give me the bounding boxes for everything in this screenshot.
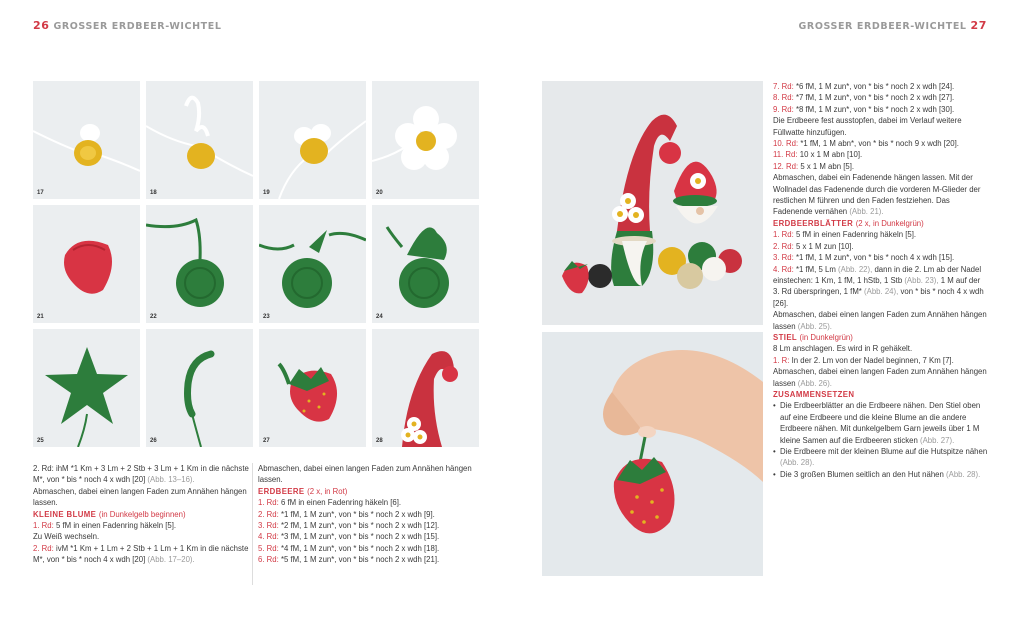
crochet-leaf-first-point-image	[259, 205, 366, 323]
crochet-leaf-chain-image	[146, 205, 253, 323]
page-title-right: GROSSER ERDBEER-WICHTEL	[798, 21, 967, 32]
round-instruction: 2. Rd: 5 x 1 M zun [10].	[773, 241, 854, 251]
crochet-gnome-hat-image	[372, 329, 479, 447]
instruction-paragraph: Abmaschen, dabei einen langen Faden zum Annähen hängen lassen (Abb. 25).	[773, 310, 987, 331]
step-photo-21: 21	[33, 205, 140, 323]
step-photo-28: 28	[372, 329, 479, 447]
round-instruction: 10. Rd: *1 fM, 1 M abn*, von * bis * noch 9 x wdh [20].	[773, 139, 959, 149]
hand-strawberry-photo	[542, 332, 763, 576]
step-photo-23: 23	[259, 205, 366, 323]
instruction-paragraph: Die Erdbeere fest ausstopfen, dabei im Verlauf weitere Füllwatte hinzufügen.	[773, 116, 962, 137]
list-item: • Die Erdbeerblätter an die Erdbeere nähen. Den Stiel oben auf eine Erdbeere und die kleine Blume an die andere Erdbeere nähen. Mit dunkelgelbem Garn jeweils über 1 M kleine Samen auf die Erdbeeren sticken (Abb. 27).	[773, 400, 988, 446]
step-photo-24: 24	[372, 205, 479, 323]
round-instruction: 4. Rd: *3 fM, 1 M zun*, von * bis * noch 2 x wdh [15].	[258, 532, 440, 542]
instruction-paragraph: 2. Rd: ihM *1 Km + 3 Lm + 2 Stb + 3 Lm + 1 Km in die nächste M*, von * bis * noch 4 x wdh [20] (Abb. 13–16).	[33, 464, 249, 485]
section-title-kleine-blume: KLEINE BLUME (in Dunkelgelb beginnen)	[33, 509, 186, 519]
list-item: • Die Erdbeere mit der kleinen Blume auf die Hutspitze nähen (Abb. 28).	[773, 446, 988, 469]
step-photo-27: 27	[259, 329, 366, 447]
crochet-flower-center-image	[33, 81, 140, 199]
page-number-right: 27	[970, 19, 987, 32]
page-title-left: GROSSER ERDBEER-WICHTEL	[53, 21, 222, 32]
section-title-stiel: STIEL (in Dunkelgrün)	[773, 332, 853, 342]
instruction-paragraph: Zu Weiß wechseln.	[33, 532, 100, 542]
step-photo-18: 18	[146, 81, 253, 199]
text-column-2	[258, 463, 480, 566]
round-instruction: 11. Rd: 10 x 1 M abn [10].	[773, 150, 863, 160]
round-instruction: 7. Rd: *6 fM, 1 M zun*, von * bis * noch 2 x wdh [24].	[773, 82, 955, 91]
step-photo-20: 20	[372, 81, 479, 199]
instruction-paragraph: Abmaschen, dabei einen langen Faden zum Annähen hängen lassen (Abb. 26).	[773, 367, 987, 388]
crochet-stem-image	[146, 329, 253, 447]
list-item: • Die 3 großen Blumen seitlich an den Hut nähen (Abb. 28).	[773, 469, 988, 480]
step-photo-19: 19	[259, 81, 366, 199]
step-photo-22: 22	[146, 205, 253, 323]
step-photo-26: 26	[146, 329, 253, 447]
round-instruction: 6. Rd: *5 fM, 1 M zun*, von * bis * noch 2 x wdh [21].	[258, 555, 440, 565]
column-divider	[252, 463, 253, 585]
round-instruction: 9. Rd: *8 fM, 1 M zun*, von * bis * noch 2 x wdh [30].	[773, 104, 955, 114]
instruction-paragraph: 8 Lm anschlagen. Es wird in R gehäkelt.	[773, 344, 913, 354]
page-number-left: 26	[33, 19, 50, 32]
instruction-paragraph: Abmaschen, dabei einen langen Faden zum Annähen hängen lassen.	[33, 486, 247, 508]
page-header-left	[33, 19, 222, 32]
text-column-3	[773, 81, 988, 480]
crochet-leaf-two-points-image	[372, 205, 479, 323]
round-instruction: 1. Rd: 6 fM in einen Fadenring häkeln [6].	[258, 498, 402, 508]
round-instruction: 1. R: In der 2. Lm von der Nadel beginnen, 7 Km [7].	[773, 355, 954, 365]
instruction-paragraph: Abmaschen, dabei einen langen Faden zum Annähen hängen lassen.	[258, 464, 472, 485]
round-instruction: 2. Rd: ivM *1 Km + 1 Lm + 2 Stb + 1 Lm + 1 Km in die nächste M*, von * bis * noch 4 x wdh [20] (Abb. 17–20).	[33, 543, 249, 565]
hand-holding-strawberry-image	[542, 332, 763, 576]
instruction-paragraph: Abmaschen, dabei ein Fadenende hängen lassen. Mit der Wollnadel das Fadenende durch die vorderen M-Glieder der restlichen M führen und den Faden festziehen. Das Fadenende vernähen (Abb. 21).	[773, 173, 981, 217]
round-instruction: 8. Rd: *7 fM, 1 M zun*, von * bis * noch 2 x wdh [27].	[773, 93, 955, 103]
page-header-right	[799, 19, 988, 32]
crochet-flower-finished-image	[372, 81, 479, 199]
section-title-zusammensetzen: ZUSAMMENSETZEN	[773, 389, 855, 399]
gnome-main-photo	[542, 81, 763, 325]
assembly-list	[773, 400, 988, 480]
round-instruction: 5. Rd: *4 fM, 1 M zun*, von * bis * noch 2 x wdh [18].	[258, 543, 440, 553]
section-title-erdbeerblaetter: ERDBEERBLÄTTER (2 x, in Dunkelgrün)	[773, 218, 924, 228]
strawberry-gnome-image	[542, 81, 763, 325]
crochet-flower-petal-loop-image	[146, 81, 253, 199]
section-title-erdbeere: ERDBEERE (2 x, in Rot)	[258, 486, 348, 496]
step-photo-17: 17	[33, 81, 140, 199]
crochet-flower-two-petals-image	[259, 81, 366, 199]
round-instruction: 12. Rd: 5 x 1 M abn [5].	[773, 161, 855, 171]
round-instruction: 2. Rd: *1 fM, 1 M zun*, von * bis * noch 2 x wdh [9].	[258, 509, 435, 519]
crochet-strawberry-body-image	[33, 205, 140, 323]
text-column-1	[33, 463, 251, 566]
round-instruction: 3. Rd: *1 fM, 1 M zun*, von * bis * noch 4 x wdh [15].	[773, 253, 955, 263]
round-instruction: 1. Rd: 5 fM in einen Fadenring häkeln [5].	[773, 230, 917, 240]
round-instruction: 1. Rd: 5 fM in einen Fadenring häkeln [5].	[33, 521, 177, 531]
round-instruction: 3. Rd: *2 fM, 1 M zun*, von * bis * noch 2 x wdh [12].	[258, 521, 440, 531]
round-instruction: 4. Rd: *1 fM, 5 Lm (Abb. 22), dann in die 2. Lm ab der Nadel einstechen: 1 Km, 1 fM, 1 hStb, 1 Stb (Abb. 23), 1 M auf der 3. Rd überspringen, 1 fM* (Abb. 24), von * bis * noch 4 x wdh [26].	[773, 264, 984, 308]
crochet-star-leaf-image	[33, 329, 140, 447]
step-photo-25: 25	[33, 329, 140, 447]
crochet-strawberry-with-leaves-image	[259, 329, 366, 447]
